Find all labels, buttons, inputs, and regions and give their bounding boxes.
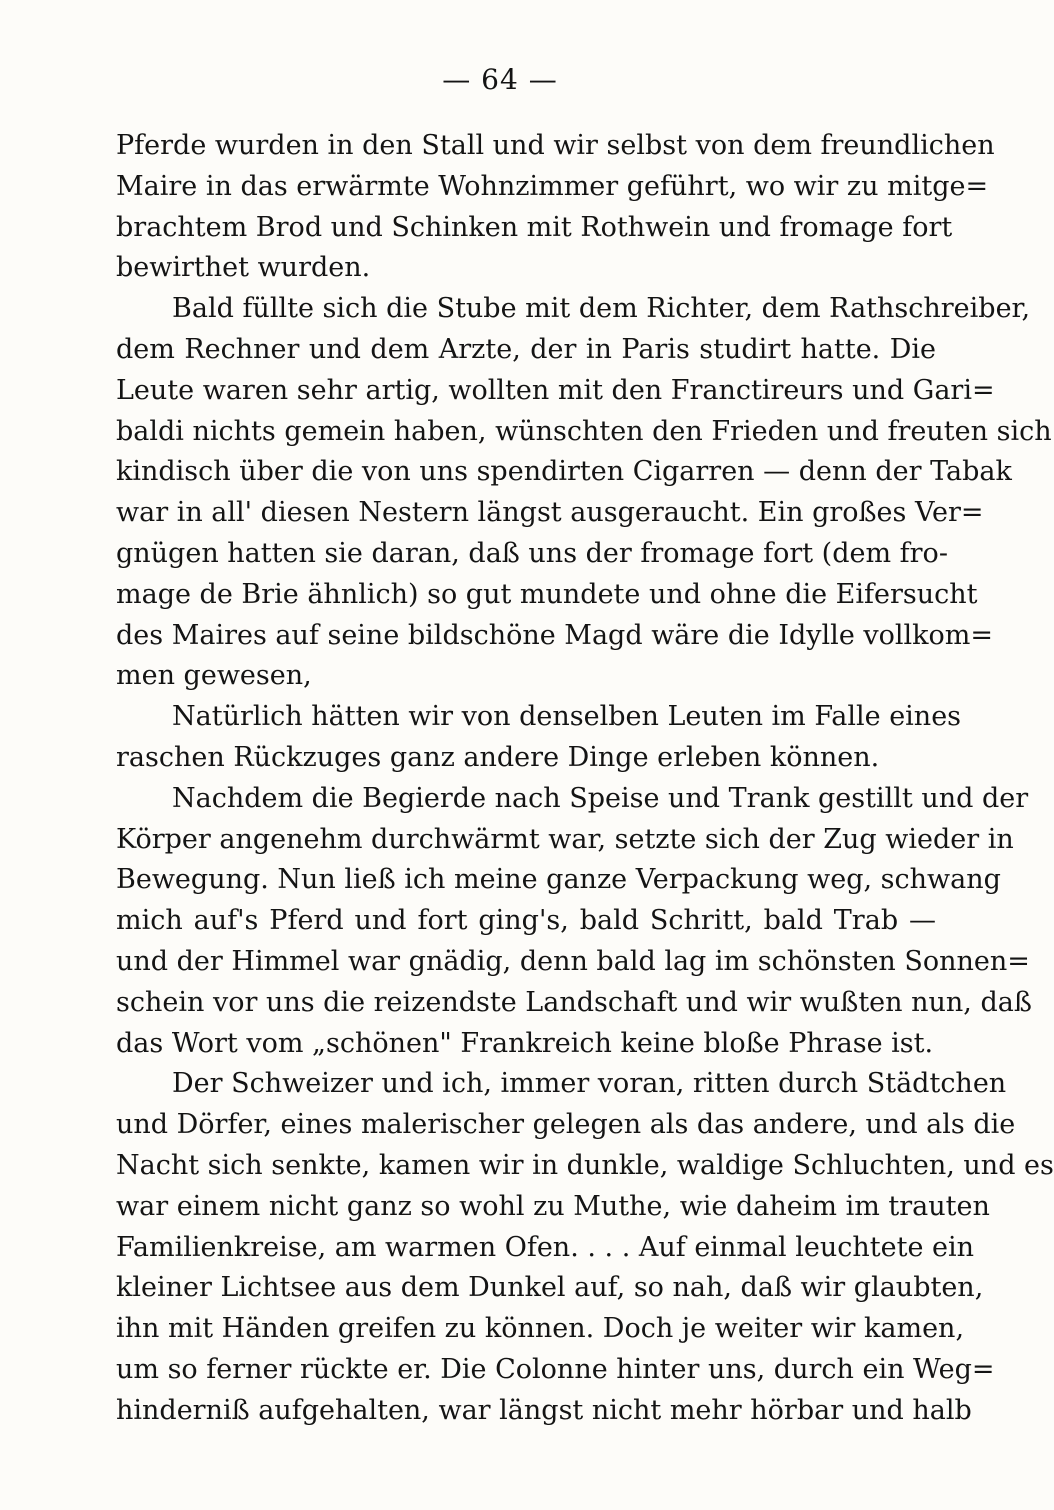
- text-line: bewirthet wurden.: [116, 252, 371, 284]
- text-line: hinderniß aufgehalten, war längst nicht mehr hörbar und halb: [116, 1394, 972, 1426]
- text-line: das Wort vom „schönen" Frankreich keine bloße Phrase ist.: [116, 1027, 934, 1059]
- text-line: war einem nicht ganz so wohl zu Muthe, wie daheim im trauten: [116, 1190, 990, 1222]
- text-line: gnügen hatten sie daran, daß uns der fromage fort (dem fro-: [116, 537, 948, 569]
- text-line: Bald füllte sich die Stube mit dem Richter, dem Rathschreiber,: [172, 293, 1031, 325]
- text-line: und der Himmel war gnädig, denn bald lag im schönsten Sonnen=: [116, 945, 1030, 977]
- text-line: dem Rechner und dem Arzte, der in Paris studirt hatte. Die: [116, 333, 936, 365]
- text-line: Nacht sich senkte, kamen wir in dunkle, waldige Schluchten, und es: [116, 1149, 1054, 1181]
- text-line: Körper angenehm durchwärmt war, setzte sich der Zug wieder in: [116, 823, 1014, 855]
- text-line: Der Schweizer und ich, immer voran, ritten durch Städtchen: [172, 1068, 1007, 1100]
- text-line: Nachdem die Begierde nach Speise und Trank gestillt und der: [172, 782, 1029, 814]
- page-number: — 64 —: [442, 63, 558, 96]
- text-line: Maire in das erwärmte Wohnzimmer geführt, wo wir zu mitge=: [116, 170, 989, 202]
- text-line: raschen Rückzuges ganz andere Dinge erleben können.: [116, 741, 880, 773]
- text-line: um so ferner rückte er. Die Colonne hinter uns, durch ein Weg=: [116, 1353, 995, 1385]
- text-line: brachtem Brod und Schinken mit Rothwein und fromage fort: [116, 211, 953, 243]
- text-line: mage de Brie ähnlich) so gut mundete und ohne die Eifersucht: [116, 578, 978, 610]
- text-line: baldi nichts gemein haben, wünschten den Frieden und freuten sich: [116, 415, 1052, 447]
- text-line: Leute waren sehr artig, wollten mit den Franctireurs und Gari=: [116, 374, 995, 406]
- text-line: und Dörfer, eines malerischer gelegen als das andere, und als die: [116, 1109, 1016, 1141]
- text-line: kindisch über die von uns spendirten Cigarren — denn der Tabak: [116, 456, 1012, 488]
- text-line: ihn mit Händen greifen zu können. Doch je weiter wir kamen,: [116, 1313, 965, 1345]
- text-line: men gewesen,: [116, 660, 312, 692]
- text-line: Familienkreise, am warmen Ofen. . . . Auf einmal leuchtete ein: [116, 1231, 975, 1263]
- text-line: Natürlich hätten wir von denselben Leuten im Falle eines: [172, 701, 962, 733]
- text-line: schein vor uns die reizendste Landschaft und wir wußten nun, daß: [116, 986, 1032, 1018]
- text-line: kleiner Lichtsee aus dem Dunkel auf, so nah, daß wir glaubten,: [116, 1272, 984, 1304]
- text-line: war in all' diesen Nestern längst ausgeraucht. Ein großes Ver=: [116, 497, 984, 529]
- text-line: mich auf's Pferd und fort ging's, bald Schritt, bald Trab —: [116, 905, 936, 937]
- text-line: Bewegung. Nun ließ ich meine ganze Verpackung weg, schwang: [116, 864, 1001, 896]
- text-line: Pferde wurden in den Stall und wir selbst von dem freundlichen: [116, 130, 995, 161]
- text-line: des Maires auf seine bildschöne Magd wäre die Idylle vollkom=: [116, 619, 993, 651]
- body-text: [116, 126, 1054, 1432]
